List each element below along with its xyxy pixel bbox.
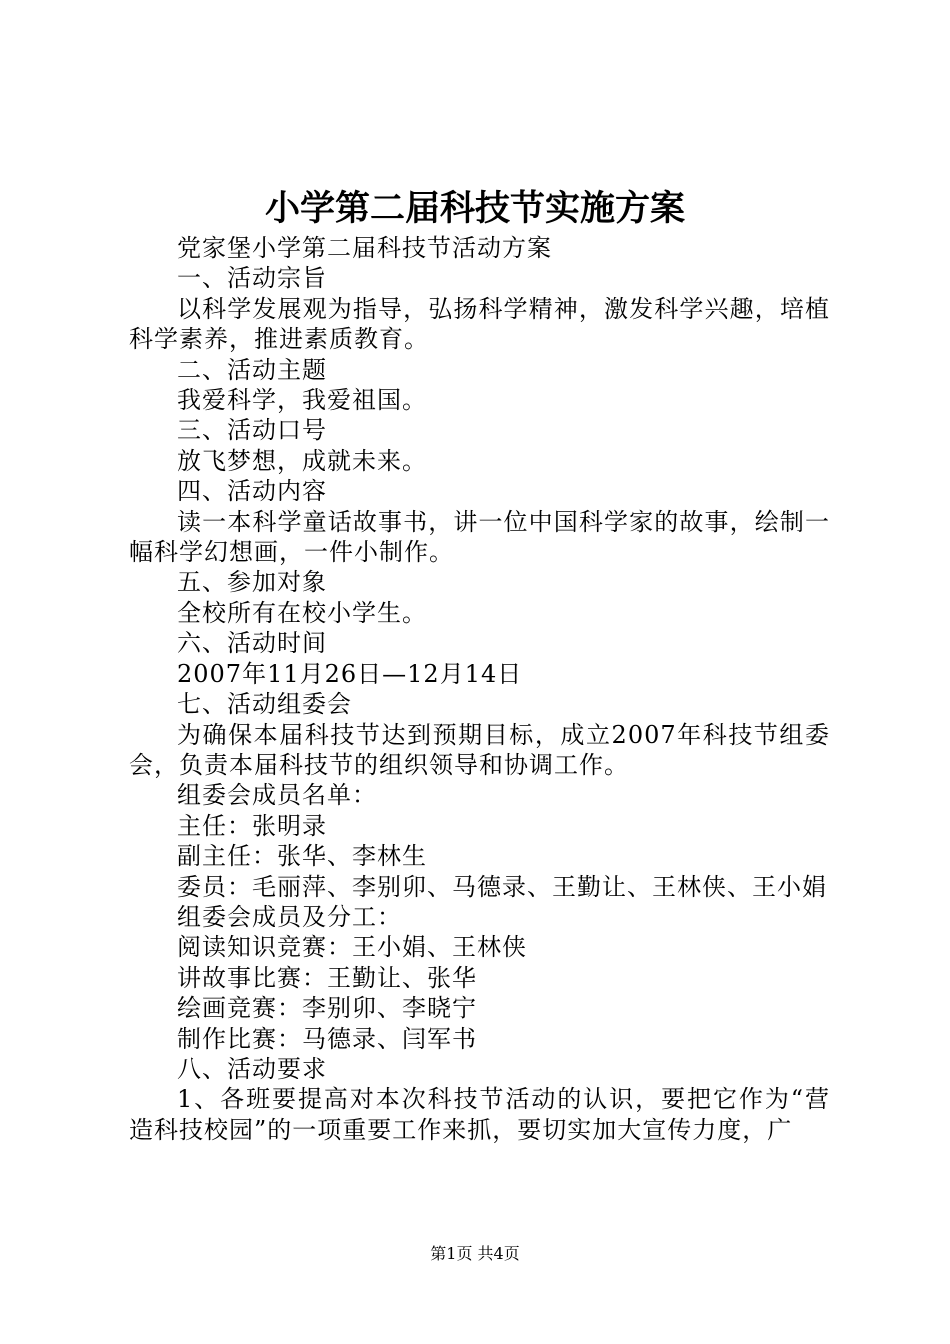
- paragraph: 为确保本届科技节达到预期目标，成立2007年科技节组委会，负责本届科技节的组织领导和协调工作。: [129, 720, 830, 779]
- section-heading-8: 八、活动要求: [177, 1054, 327, 1083]
- section-heading-3: 三、活动口号: [177, 416, 327, 445]
- paragraph: 我爱科学，我爱祖国。: [177, 386, 427, 415]
- paragraph: 以科学发展观为指导，弘扬科学精神，激发科学兴趣，培植科学素养，推进素质教育。: [129, 294, 830, 354]
- paragraph: 副主任：张华、李林生: [177, 842, 427, 871]
- paragraph: 读一本科学童话故事书，讲一位中国科学家的故事，绘制一幅科学幻想画，一件小制作。: [129, 507, 830, 567]
- paragraph: 委员：毛丽萍、李别卯、马德录、王勤让、王林侠、王小娟: [177, 872, 827, 901]
- document-title: 小学第二届科技节实施方案: [264, 188, 685, 229]
- section-heading-4: 四、活动内容: [177, 477, 327, 506]
- section-heading-2: 二、活动主题: [177, 355, 327, 384]
- section-heading-6: 六、活动时间: [177, 629, 327, 658]
- paragraph: 讲故事比赛：王勤让、张华: [177, 963, 477, 992]
- paragraph: 阅读知识竞赛：王小娟、王林侠: [177, 933, 527, 962]
- paragraph: 全校所有在校小学生。: [177, 598, 427, 627]
- paragraph: 组委会成员及分工：: [177, 902, 402, 931]
- paragraph: 绘画竞赛：李别卯、李晓宁: [177, 994, 477, 1023]
- paragraph: 组委会成员名单：: [177, 781, 377, 810]
- section-heading-1: 一、活动宗旨: [177, 264, 327, 293]
- document-body: [129, 233, 830, 1145]
- paragraph-date: 2007年11月26日—12月14日: [177, 659, 523, 688]
- section-heading-5: 五、参加对象: [177, 568, 327, 597]
- paragraph: 1、各班要提高对本次科技节活动的认识，要把它作为“营造科技校园”的一项重要工作来抓，要切实加大宣传力度，广: [129, 1085, 830, 1144]
- paragraph-heading-plan: 党家堡小学第二届科技节活动方案: [177, 234, 552, 262]
- paragraph: 放飞梦想，成就未来。: [177, 446, 427, 475]
- paragraph: 主任：张明录: [177, 811, 327, 840]
- section-heading-7: 七、活动组委会: [177, 690, 352, 719]
- page-footer: 第1页 共4页: [430, 1244, 520, 1263]
- paragraph: 制作比赛：马德录、闫军书: [177, 1024, 477, 1053]
